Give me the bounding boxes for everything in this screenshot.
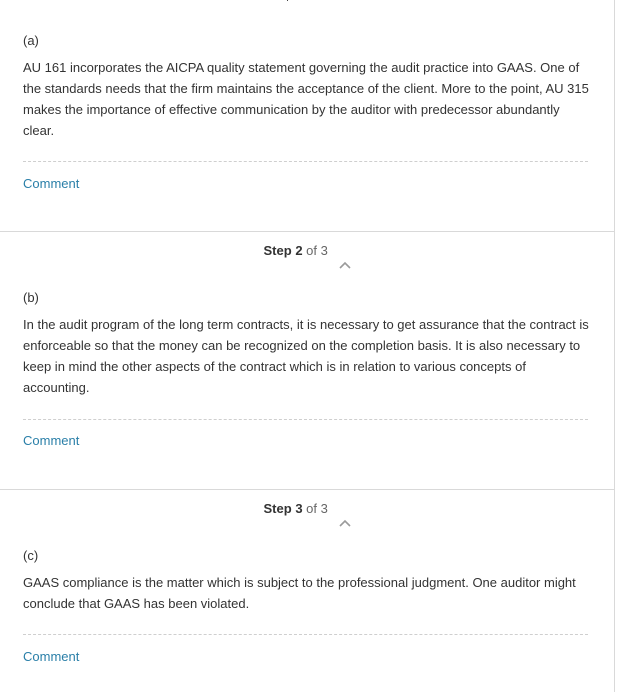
step-2-header[interactable] [0,231,615,271]
step-2-dashed-rule [23,419,588,420]
step-3-number: 3 [295,501,303,516]
step-3-dashed-rule [23,634,588,635]
step-2-text: In the audit program of the long term contracts, it is necessary to get assurance that the contract is enforceable so that the money can be recognized on the completion basis. It is also necessary to keep in mind the other aspects of the contract which is in relation to various concepts of accounting. [23,317,589,395]
chevron-up-icon[interactable] [339,246,351,256]
step-2-of: of 3 [306,243,328,258]
step-2-number: 2 [295,243,303,258]
step-3-comment-link[interactable]: Comment [23,649,80,664]
step-1-part-label: (a) [23,33,39,48]
step-1-dashed-rule [23,161,588,162]
step-3-word: Step [263,501,292,516]
step-1-comment-link[interactable]: Comment [23,176,80,191]
chevron-up-icon[interactable] [339,504,351,514]
step-2-word: Step [263,243,292,258]
step-3-text: GAAS compliance is the matter which is subject to the professional judgment. One auditor might conclude that GAAS has been violated. [23,575,576,611]
step-3-of: of 3 [306,501,328,516]
step-3-part-label: (c) [23,548,39,563]
step-2-part-label: (b) [23,290,39,305]
step-3-header[interactable] [0,489,615,529]
step-1-text: AU 161 incorporates the AICPA quality statement governing the audit practice into GAAS. One of the standards needs that the firm maintains the acceptance of the client. More to the point, AU 315 makes the importance of effective communication by the auditor with predecessor abundantly clear. [23,60,589,138]
clipped-glyph [287,0,294,1]
step-2-comment-link[interactable]: Comment [23,433,80,448]
